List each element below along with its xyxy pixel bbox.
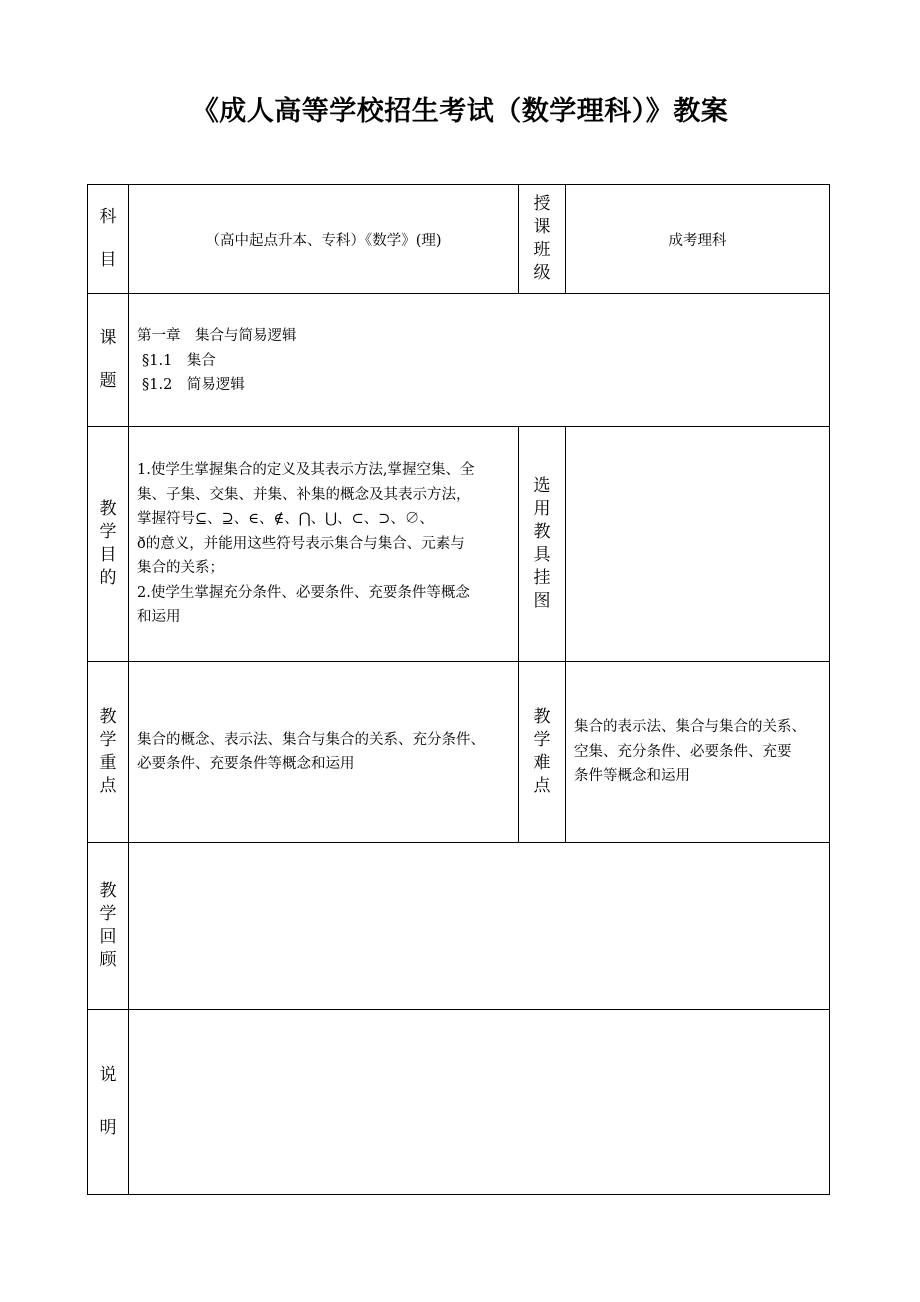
label-char: 图 <box>533 591 551 611</box>
key-points-text <box>137 728 485 777</box>
difficulty-label <box>534 706 551 798</box>
label-char: 课 <box>99 328 117 348</box>
review-content-cell <box>128 842 830 1010</box>
label-char: 级 <box>533 263 551 283</box>
label-char: 学 <box>533 730 551 750</box>
class-label-cell <box>518 184 566 294</box>
subject-value-cell <box>128 184 519 294</box>
class-value: 成考理科 <box>668 232 727 249</box>
key-points-line: 必要条件、充要条件等概念和运用 <box>137 756 355 772</box>
topic-line: 第一章 集合与简易逻辑 <box>137 328 297 344</box>
objective-content-cell <box>128 426 519 662</box>
difficulty-line: 空集、充分条件、必要条件、充要 <box>574 743 792 760</box>
topic-line: §1.1 集合 <box>142 352 216 369</box>
label-char: 说 <box>99 1065 117 1085</box>
label-char: 目 <box>99 545 117 565</box>
tools-value-cell <box>565 426 830 662</box>
label-char: 题 <box>99 371 117 391</box>
label-char: 学 <box>99 904 117 924</box>
label-char: 科 <box>99 207 117 227</box>
label-char: 目 <box>99 250 117 270</box>
label-char: 重 <box>99 753 117 773</box>
subject-value: （高中起点升本、专科）《数学》(理) <box>205 232 442 249</box>
label-char: 学 <box>99 522 117 542</box>
label-char: 明 <box>99 1118 117 1138</box>
objective-line: 和运用 <box>137 609 181 626</box>
objective-label <box>100 498 117 590</box>
notes-label <box>100 1064 117 1140</box>
objective-label-cell <box>87 426 129 662</box>
subject-label <box>100 206 117 272</box>
key-points-content-cell <box>128 661 519 843</box>
tools-label-cell <box>518 426 566 662</box>
objective-line: 集合的关系； <box>137 560 224 577</box>
objective-text <box>137 458 474 630</box>
objective-line: ð的意义，并能用这些符号表示集合与集合、元素与 <box>137 535 465 552</box>
lesson-plan-table <box>88 185 830 1195</box>
label-char: 点 <box>533 776 551 796</box>
topic-label-cell <box>87 293 129 427</box>
objective-line: 掌握符号⊆、⊇、∈、∉、⋂、⋃、⊂、⊃、∅、 <box>137 511 434 528</box>
objective-line: 1.使学生掌握集合的定义及其表示方法,掌握空集、全 <box>137 462 475 479</box>
class-value-cell <box>565 184 830 294</box>
document-title: 《成人高等学校招生考试（数学理科）》教案 <box>191 96 729 127</box>
topic-line: §1.2 简易逻辑 <box>142 377 245 393</box>
label-char: 回 <box>99 927 117 947</box>
label-char: 教 <box>99 881 117 901</box>
label-char: 的 <box>99 568 117 588</box>
notes-label-cell <box>87 1009 129 1195</box>
label-char: 学 <box>99 730 117 750</box>
subject-label-cell <box>87 184 129 294</box>
difficulty-content-cell <box>565 661 830 843</box>
key-points-label <box>100 706 117 798</box>
objective-line: 集、子集、交集、并集、补集的概念及其表示方法， <box>137 486 471 503</box>
key-points-line: 集合的概念、表示法、集合与集合的关系、充分条件、 <box>137 731 485 748</box>
label-char: 教 <box>99 707 117 727</box>
label-char: 授 <box>533 194 551 214</box>
label-char: 挂 <box>533 568 551 588</box>
review-label <box>100 880 117 972</box>
label-char: 教 <box>99 499 117 519</box>
review-label-cell <box>87 842 129 1010</box>
label-char: 用 <box>533 499 551 519</box>
notes-content-cell <box>128 1009 830 1195</box>
label-char: 课 <box>533 217 551 237</box>
label-char: 班 <box>533 240 551 260</box>
label-char: 难 <box>533 753 551 773</box>
label-char: 选 <box>533 476 551 496</box>
objective-line: 2.使学生掌握充分条件、必要条件、充要条件等概念 <box>137 584 470 601</box>
topic-content-cell <box>128 293 830 427</box>
label-char: 教 <box>533 522 551 542</box>
label-char: 点 <box>99 776 117 796</box>
label-char: 顾 <box>99 950 117 970</box>
topic-label <box>100 327 117 393</box>
difficulty-line: 集合的表示法、集合与集合的关系、 <box>574 719 806 736</box>
difficulty-line: 条件等概念和运用 <box>574 768 690 785</box>
label-char: 具 <box>533 545 551 565</box>
key-points-label-cell <box>87 661 129 843</box>
tools-label <box>534 475 551 613</box>
difficulty-label-cell <box>518 661 566 843</box>
difficulty-text <box>574 715 806 789</box>
label-char: 教 <box>533 707 551 727</box>
class-label <box>534 193 551 285</box>
